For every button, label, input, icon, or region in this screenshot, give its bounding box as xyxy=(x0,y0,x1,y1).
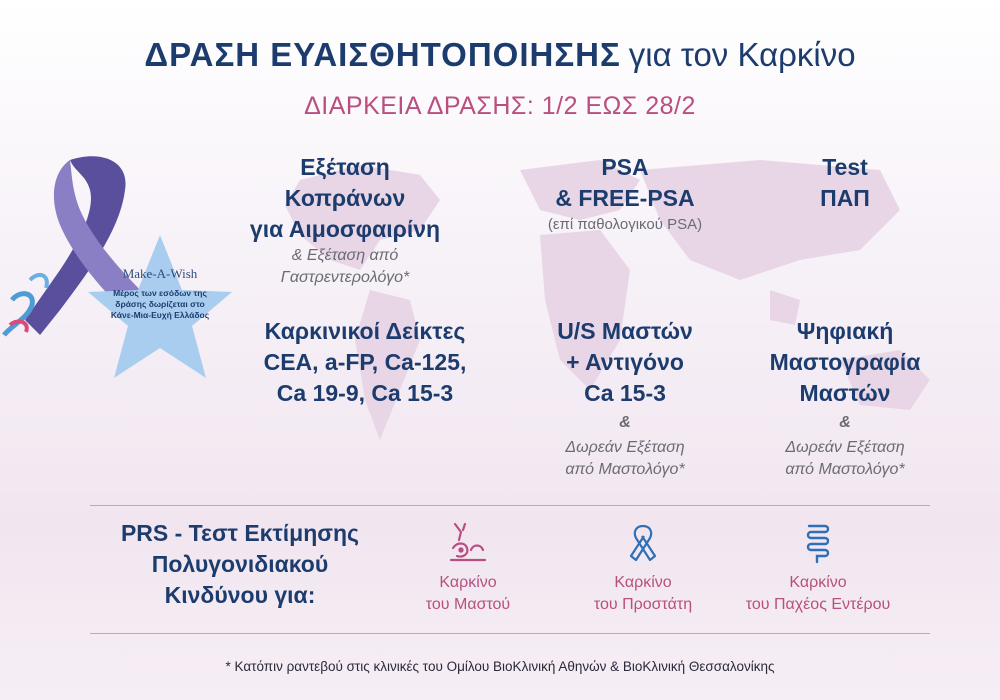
intestine-icon xyxy=(795,520,841,566)
exam-mammography-line1: Ψηφιακή xyxy=(796,318,894,344)
exam-mammography-line3: Μαστών xyxy=(799,380,891,406)
exam-psa xyxy=(510,152,740,236)
title-main: ΔΡΑΣΗ ΕΥΑΙΣΘΗΤΟΠΟΙΗΣΗΣ xyxy=(144,36,621,73)
risk-prostate xyxy=(553,520,733,616)
exam-stool-line1: Εξέταση xyxy=(300,154,390,180)
risk-breast-line1: Καρκίνο xyxy=(439,574,497,591)
exam-psa-line1: PSA xyxy=(601,154,649,180)
exam-psa-line2: & FREE-PSA xyxy=(555,185,695,211)
exam-breast-us-note1: Δωρεάν Εξέταση xyxy=(565,439,685,456)
section-divider-bottom xyxy=(90,633,930,634)
section-divider-top xyxy=(90,505,930,506)
ribbon-icon xyxy=(620,520,666,566)
risk-prostate-line1: Καρκίνο xyxy=(614,574,672,591)
exam-psa-note: (επί παθολογικού PSA) xyxy=(547,216,703,233)
page-title xyxy=(0,36,1000,74)
exam-markers-line3: Ca 19-9, Ca 15-3 xyxy=(276,380,454,406)
campaign-duration: ΔΙΑΡΚΕΙΑ ΔΡΑΣΗΣ: 1/2 ΕΩΣ 28/2 xyxy=(304,92,696,120)
exam-markers xyxy=(230,316,500,409)
exam-pap xyxy=(765,152,925,214)
exam-stool-line2: Κοπράνων xyxy=(284,185,406,211)
exam-mammography xyxy=(740,316,950,481)
exam-stool-line3: για Αιμοσφαιρίνη xyxy=(249,216,441,242)
donation-message: Μέρος των εσόδων της δράσης δωρίζεται στο Κάνε-Μια-Ευχή Ελλάδος xyxy=(110,288,210,320)
risk-prostate-line2: του Προστάτη xyxy=(593,596,693,613)
footnote: * Κατόπιν ραντεβού στις κλινικές του Ομίλου ΒιοΚλινική Αθηνών & ΒιοΚλινική Θεσσαλονίκης xyxy=(225,659,775,674)
exam-mammography-note2: από Μαστολόγο* xyxy=(785,461,905,478)
exam-markers-line2: CEA, a-FP, Ca-125, xyxy=(263,349,467,375)
breast-icon xyxy=(445,520,491,566)
risk-colon-line2: του Παχέος Εντέρου xyxy=(745,596,891,613)
risk-colon-line1: Καρκίνο xyxy=(789,574,847,591)
exam-stool xyxy=(230,152,460,289)
prs-line2: Πολυγονιδιακού xyxy=(151,551,329,577)
exam-markers-line1: Καρκινικοί Δείκτες xyxy=(264,318,466,344)
risk-breast-line2: του Μαστού xyxy=(425,596,511,613)
exam-breast-us-line1: U/S Μαστών xyxy=(557,318,693,344)
exam-breast-us-note2: από Μαστολόγο* xyxy=(565,461,685,478)
exam-pap-line2: ΠΑΠ xyxy=(820,185,870,211)
exam-mammography-note1: Δωρεάν Εξέταση xyxy=(785,439,905,456)
make-a-wish-badge xyxy=(104,266,216,321)
exam-breast-us-line2: + Αντιγόνο xyxy=(566,349,684,375)
exam-breast-us-amp: & xyxy=(619,414,631,431)
exam-mammography-amp: & xyxy=(839,414,851,431)
prs-test-title xyxy=(70,518,410,611)
exam-stool-note1: & Εξέταση από xyxy=(291,247,399,264)
make-a-wish-logo: Make-A-Wish xyxy=(122,266,198,281)
risk-colon xyxy=(728,520,908,616)
exam-mammography-line2: Μαστογραφία xyxy=(769,349,921,375)
exam-pap-line1: Test xyxy=(822,154,868,180)
exam-breast-us xyxy=(515,316,735,481)
prs-line3: Κινδύνου για: xyxy=(164,582,316,608)
prs-line1: PRS - Τεστ Εκτίμησης xyxy=(120,520,360,546)
exam-breast-us-line3: Ca 15-3 xyxy=(584,380,666,406)
title-tail: για τον Καρκίνο xyxy=(628,36,856,73)
risk-breast xyxy=(378,520,558,616)
exam-stool-note2: Γαστρεντερολόγο* xyxy=(280,269,410,286)
